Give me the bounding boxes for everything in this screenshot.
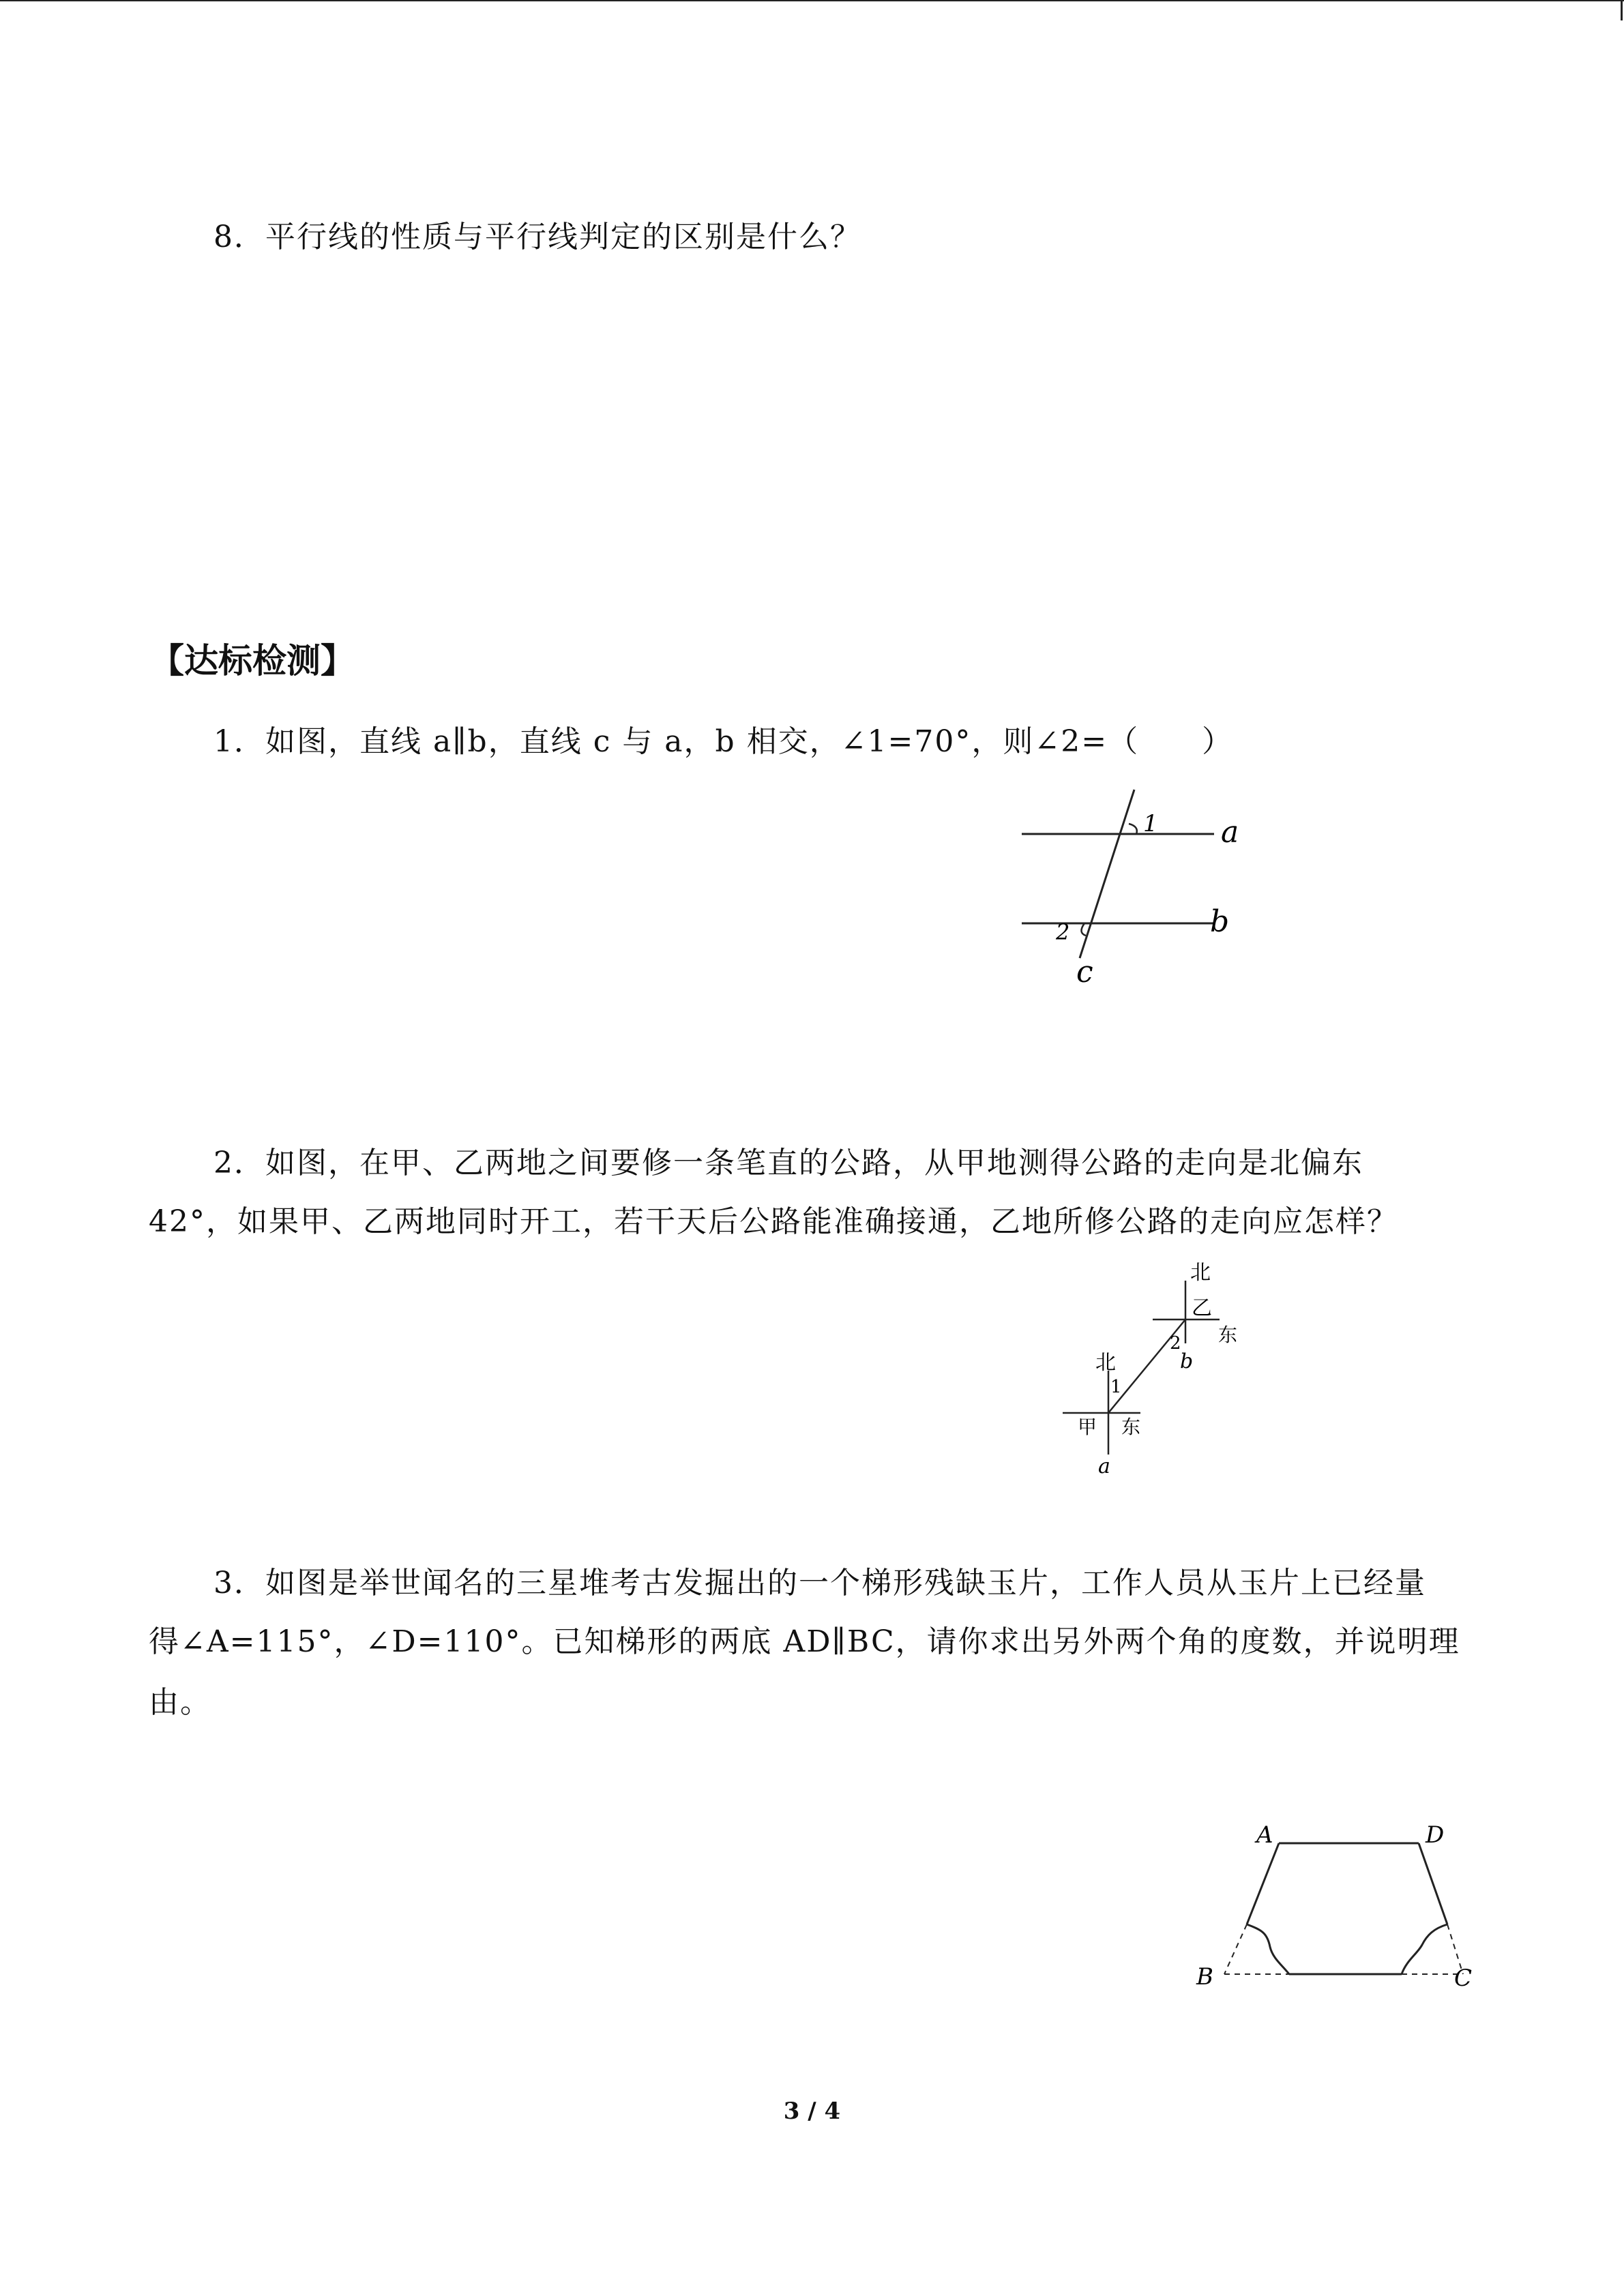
- broken-edge-right: [1402, 1924, 1447, 1974]
- section-title: 【达标检测】: [150, 641, 355, 681]
- label-east-bottom: 东: [1121, 1416, 1141, 1438]
- line-c: [1080, 790, 1134, 958]
- angle-1-arc: [1129, 824, 1137, 834]
- label-yi: 乙: [1192, 1296, 1212, 1320]
- figure-parallel-lines: [1009, 777, 1255, 996]
- label-jia: 甲: [1078, 1416, 1097, 1438]
- problem-3-line-2: 得∠A=115°，∠D=110°。已知梯形的两底 AD∥BC，请你求出另外两个角的度数，并说明理: [149, 1624, 1460, 1659]
- angle-2-arc: [1081, 923, 1086, 936]
- angle-2-label: 2: [1056, 919, 1070, 945]
- label-east-top: 东: [1218, 1324, 1238, 1346]
- figure-trapezoid-fragment: [1187, 1814, 1487, 1998]
- label-A: A: [1256, 1821, 1273, 1849]
- side-AB-solid: [1247, 1843, 1279, 1924]
- page-number: 3 / 4: [783, 2098, 841, 2125]
- problem-1-text: 1．如图，直线 a∥b，直线 c 与 a，b 相交，∠1=70°，则∠2=（ ）: [213, 724, 1234, 759]
- broken-edge-left: [1247, 1924, 1289, 1974]
- right-edge-mark: [1621, 0, 1623, 20]
- label-north-top: 北: [1190, 1261, 1211, 1285]
- label-c: c: [1076, 955, 1093, 989]
- label-a: a: [1221, 815, 1239, 850]
- top-border: [0, 0, 1624, 1]
- label-D: D: [1426, 1821, 1445, 1849]
- label-b: b: [1180, 1350, 1194, 1373]
- question-8: 8．平行线的性质与平行线判定的区别是什么？: [213, 220, 861, 254]
- label-b: b: [1210, 904, 1230, 939]
- label-north-bottom: 北: [1095, 1351, 1116, 1375]
- problem-3-line-1: 3．如图是举世闻名的三星堆考古发掘出的一个梯形残缺玉片，工作人员从玉片上已经量: [213, 1566, 1426, 1600]
- problem-2-line-2: 42°，如果甲、乙两地同时开工，若干天后公路能准确接通，乙地所修公路的走向应怎样？: [149, 1204, 1398, 1239]
- label-C: C: [1454, 1965, 1473, 1992]
- problem-2-line-1: 2．如图，在甲、乙两地之间要修一条笔直的公路，从甲地测得公路的走向是北偏东: [213, 1146, 1363, 1180]
- problem-3-line-3: 由。: [149, 1685, 211, 1720]
- side-AB-dashed: [1224, 1924, 1247, 1974]
- label-angle-2: 2: [1170, 1333, 1181, 1354]
- label-angle-1: 1: [1110, 1377, 1122, 1397]
- figure-road-direction: [1050, 1255, 1255, 1487]
- label-a: a: [1098, 1455, 1110, 1478]
- side-DC-solid: [1419, 1843, 1447, 1924]
- label-B: B: [1196, 1963, 1213, 1991]
- angle-1-label: 1: [1143, 810, 1158, 837]
